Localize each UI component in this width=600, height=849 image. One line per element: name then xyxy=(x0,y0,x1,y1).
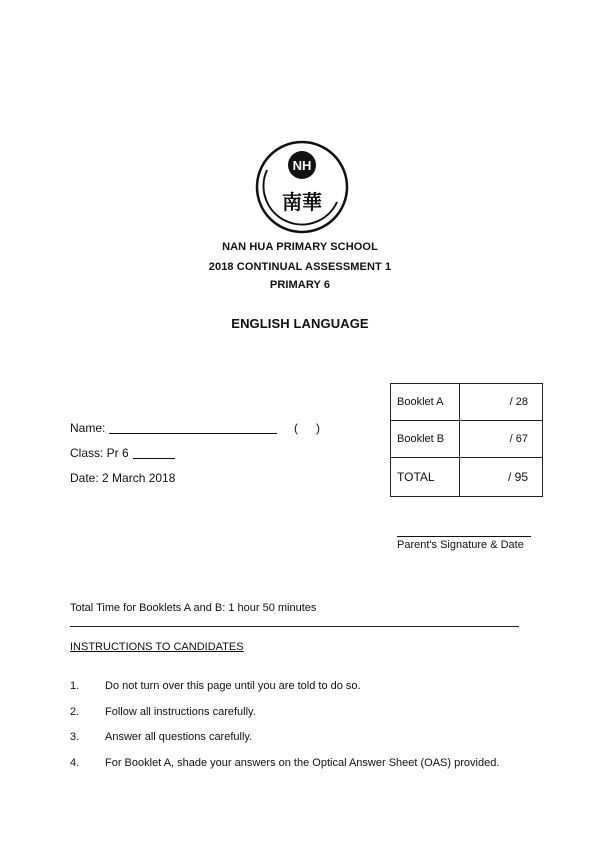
instruction-text: For Booklet A, shade your answers on the Optical Answer Sheet (OAS) provided. xyxy=(105,757,500,769)
instruction-text: Answer all questions carefully. xyxy=(105,731,253,743)
instruction-item xyxy=(70,706,540,718)
class-label: Class: Pr 6 xyxy=(70,446,129,460)
subject-title: ENGLISH LANGUAGE xyxy=(231,316,369,331)
total-time: Total Time for Booklets A and B: 1 hour 50 minutes xyxy=(70,602,317,614)
name-field xyxy=(70,421,320,435)
signature-label: Parent's Signature & Date xyxy=(397,539,524,551)
instruction-number: 1. xyxy=(70,680,80,692)
name-label: Name: xyxy=(70,421,106,435)
index-paren-open: ( xyxy=(294,421,299,435)
score-label: Booklet B xyxy=(391,421,460,458)
signature-line[interactable] xyxy=(397,536,531,537)
instruction-number: 3. xyxy=(70,731,80,743)
instruction-item xyxy=(70,680,540,692)
class-blank[interactable] xyxy=(133,458,175,459)
instruction-text: Follow all instructions carefully. xyxy=(105,706,256,718)
instructions-heading: INSTRUCTIONS TO CANDIDATES xyxy=(70,641,244,653)
score-table xyxy=(390,383,543,497)
score-label: TOTAL xyxy=(391,458,460,497)
index-paren-close: ) xyxy=(316,421,321,435)
score-max: / 95 xyxy=(460,458,543,497)
score-row-total xyxy=(391,458,543,497)
instruction-text: Do not turn over this page until you are told to do so. xyxy=(105,680,361,692)
date-text: Date: 2 March 2018 xyxy=(70,471,176,485)
score-row xyxy=(391,384,543,421)
instruction-item xyxy=(70,731,540,743)
assessment-title: 2018 CONTINUAL ASSESSMENT 1 xyxy=(208,261,392,273)
score-row xyxy=(391,421,543,458)
divider xyxy=(70,626,519,627)
score-label: Booklet A xyxy=(391,384,460,421)
instruction-number: 2. xyxy=(70,706,80,718)
name-blank[interactable] xyxy=(109,433,277,434)
instruction-number: 4. xyxy=(70,757,80,769)
score-max: / 67 xyxy=(460,421,543,458)
school-name: NAN HUA PRIMARY SCHOOL xyxy=(222,241,378,253)
school-logo xyxy=(255,140,349,234)
instruction-item xyxy=(70,757,540,769)
logo-monogram: NH xyxy=(292,158,312,173)
score-max: / 28 xyxy=(460,384,543,421)
level-title: PRIMARY 6 xyxy=(269,279,331,291)
class-field xyxy=(70,446,175,460)
logo-chinese-name: 南華 xyxy=(282,190,322,214)
